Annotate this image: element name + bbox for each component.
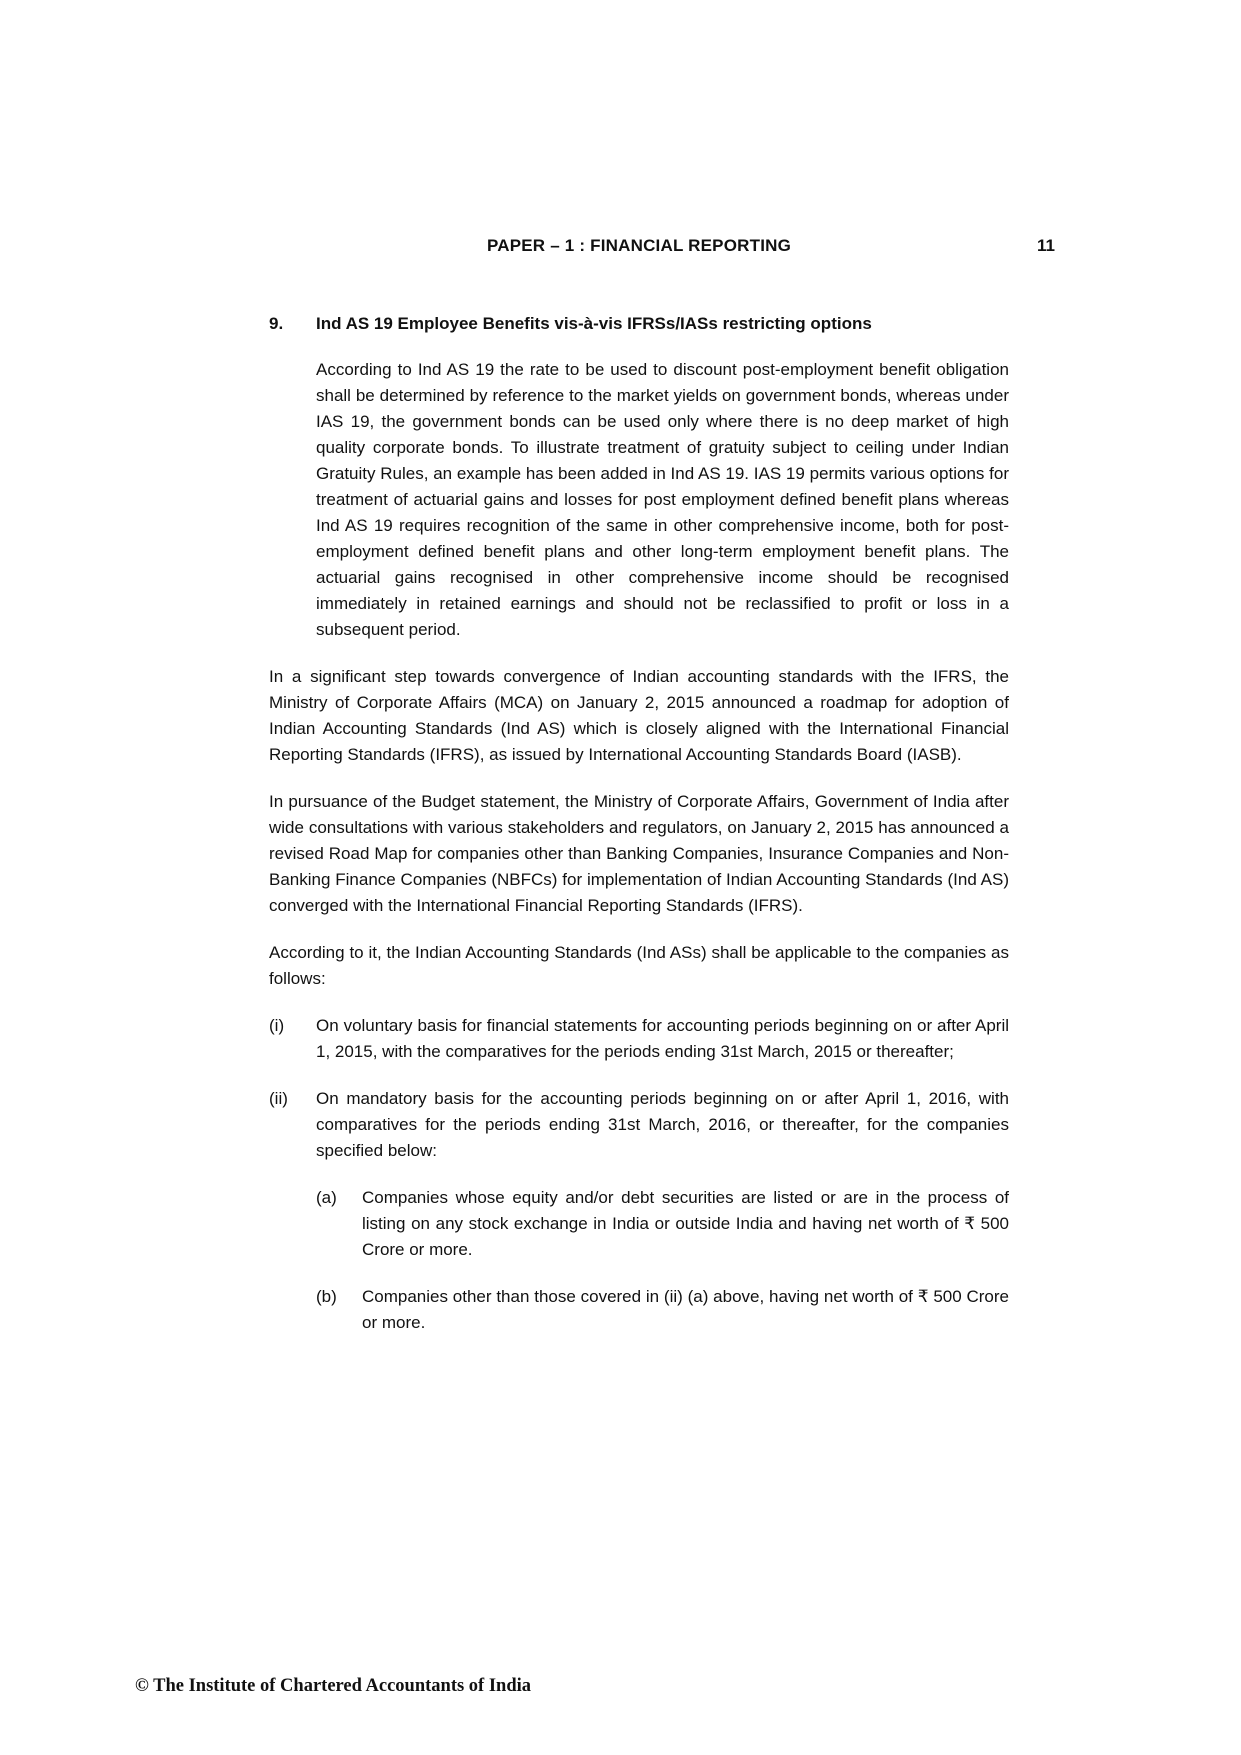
sublist-item-other-companies	[316, 1284, 1009, 1336]
sublist-item-text: Companies whose equity and/or debt securities are listed or are in the process of listing on any stock exchange in India or outside India and having net worth of ₹ 500 Crore or more.	[362, 1188, 1009, 1259]
list-item-label: (i)	[269, 1016, 285, 1035]
paragraph-roadmap-announcement: In a significant step towards convergence of Indian accounting standards with the IFRS, the Ministry of Corporate Affairs (MCA) on January 2, 2015 announced a roadmap for adoption of Indian Accounting Standards (Ind AS) which is closely aligned with the International Financial Reporting Standards (IFRS), as issued by International Accounting Standards Board (IASB).	[269, 667, 1009, 764]
sublist	[316, 1185, 1009, 1336]
sublist-item-listed-companies	[316, 1185, 1009, 1263]
paragraph-applicability-intro: According to it, the Indian Accounting Standards (Ind ASs) shall be applicable to the companies as follows:	[269, 943, 1009, 988]
list-item-text: On mandatory basis for the accounting periods beginning on or after April 1, 2016, with comparatives for the periods ending 31st March, 2016, or thereafter, for the companies specified below:	[316, 1089, 1009, 1160]
page-content	[269, 233, 1055, 1336]
list-item-mandatory-basis	[269, 1086, 1009, 1164]
sublist-item-label: (b)	[316, 1287, 337, 1306]
page-footer	[135, 1676, 531, 1697]
page-number: 11	[1037, 236, 1055, 255]
list-item-label: (ii)	[269, 1089, 288, 1108]
copyright-notice: © The Institute of Chartered Accountants of India	[135, 1676, 532, 1696]
section-body-paragraph: According to Ind AS 19 the rate to be used to discount post-employment benefit obligation shall be determined by reference to the market yields on government bonds, whereas under IAS 19, the government bonds can be used only where there is no deep market of high quality corporate bonds. To illustrate treatment of gratuity subject to ceiling under Indian Gratuity Rules, an example has been added in Ind AS 19. IAS 19 permits various options for treatment of actuarial gains and losses for post employment defined benefit plans whereas Ind AS 19 requires recognition of the same in other comprehensive income, both for post-employment defined benefit plans and other long-term employment benefit plans. The actuarial gains recognised in other comprehensive income should be recognised immediately in retained earnings and should not be reclassified to profit or loss in a subsequent period.	[316, 360, 1009, 639]
page-header	[269, 233, 1055, 259]
section-heading	[269, 311, 1009, 337]
list-item-voluntary-basis	[269, 1013, 1009, 1065]
sublist-item-label: (a)	[316, 1188, 337, 1207]
sublist-item-text: Companies other than those covered in (ii) (a) above, having net worth of ₹ 500 Crore or more.	[362, 1287, 1009, 1332]
list-item-text: On voluntary basis for financial statements for accounting periods beginning on or after April 1, 2015, with the comparatives for the periods ending 31st March, 2015 or thereafter;	[316, 1016, 1009, 1061]
section-number: 9.	[269, 314, 284, 333]
running-header-title: PAPER – 1 : FINANCIAL REPORTING	[486, 236, 792, 255]
section-title: Ind AS 19 Employee Benefits vis-à-vis IFRSs/IASs restricting options	[316, 314, 872, 333]
paragraph-revised-road-map: In pursuance of the Budget statement, the Ministry of Corporate Affairs, Government of India after wide consultations with various stakeholders and regulators, on January 2, 2015 has announced a revised Road Map for companies other than Banking Companies, Insurance Companies and Non-Banking Finance Companies (NBFCs) for implementation of Indian Accounting Standards (Ind AS) converged with the International Financial Reporting Standards (IFRS).	[269, 792, 1009, 915]
